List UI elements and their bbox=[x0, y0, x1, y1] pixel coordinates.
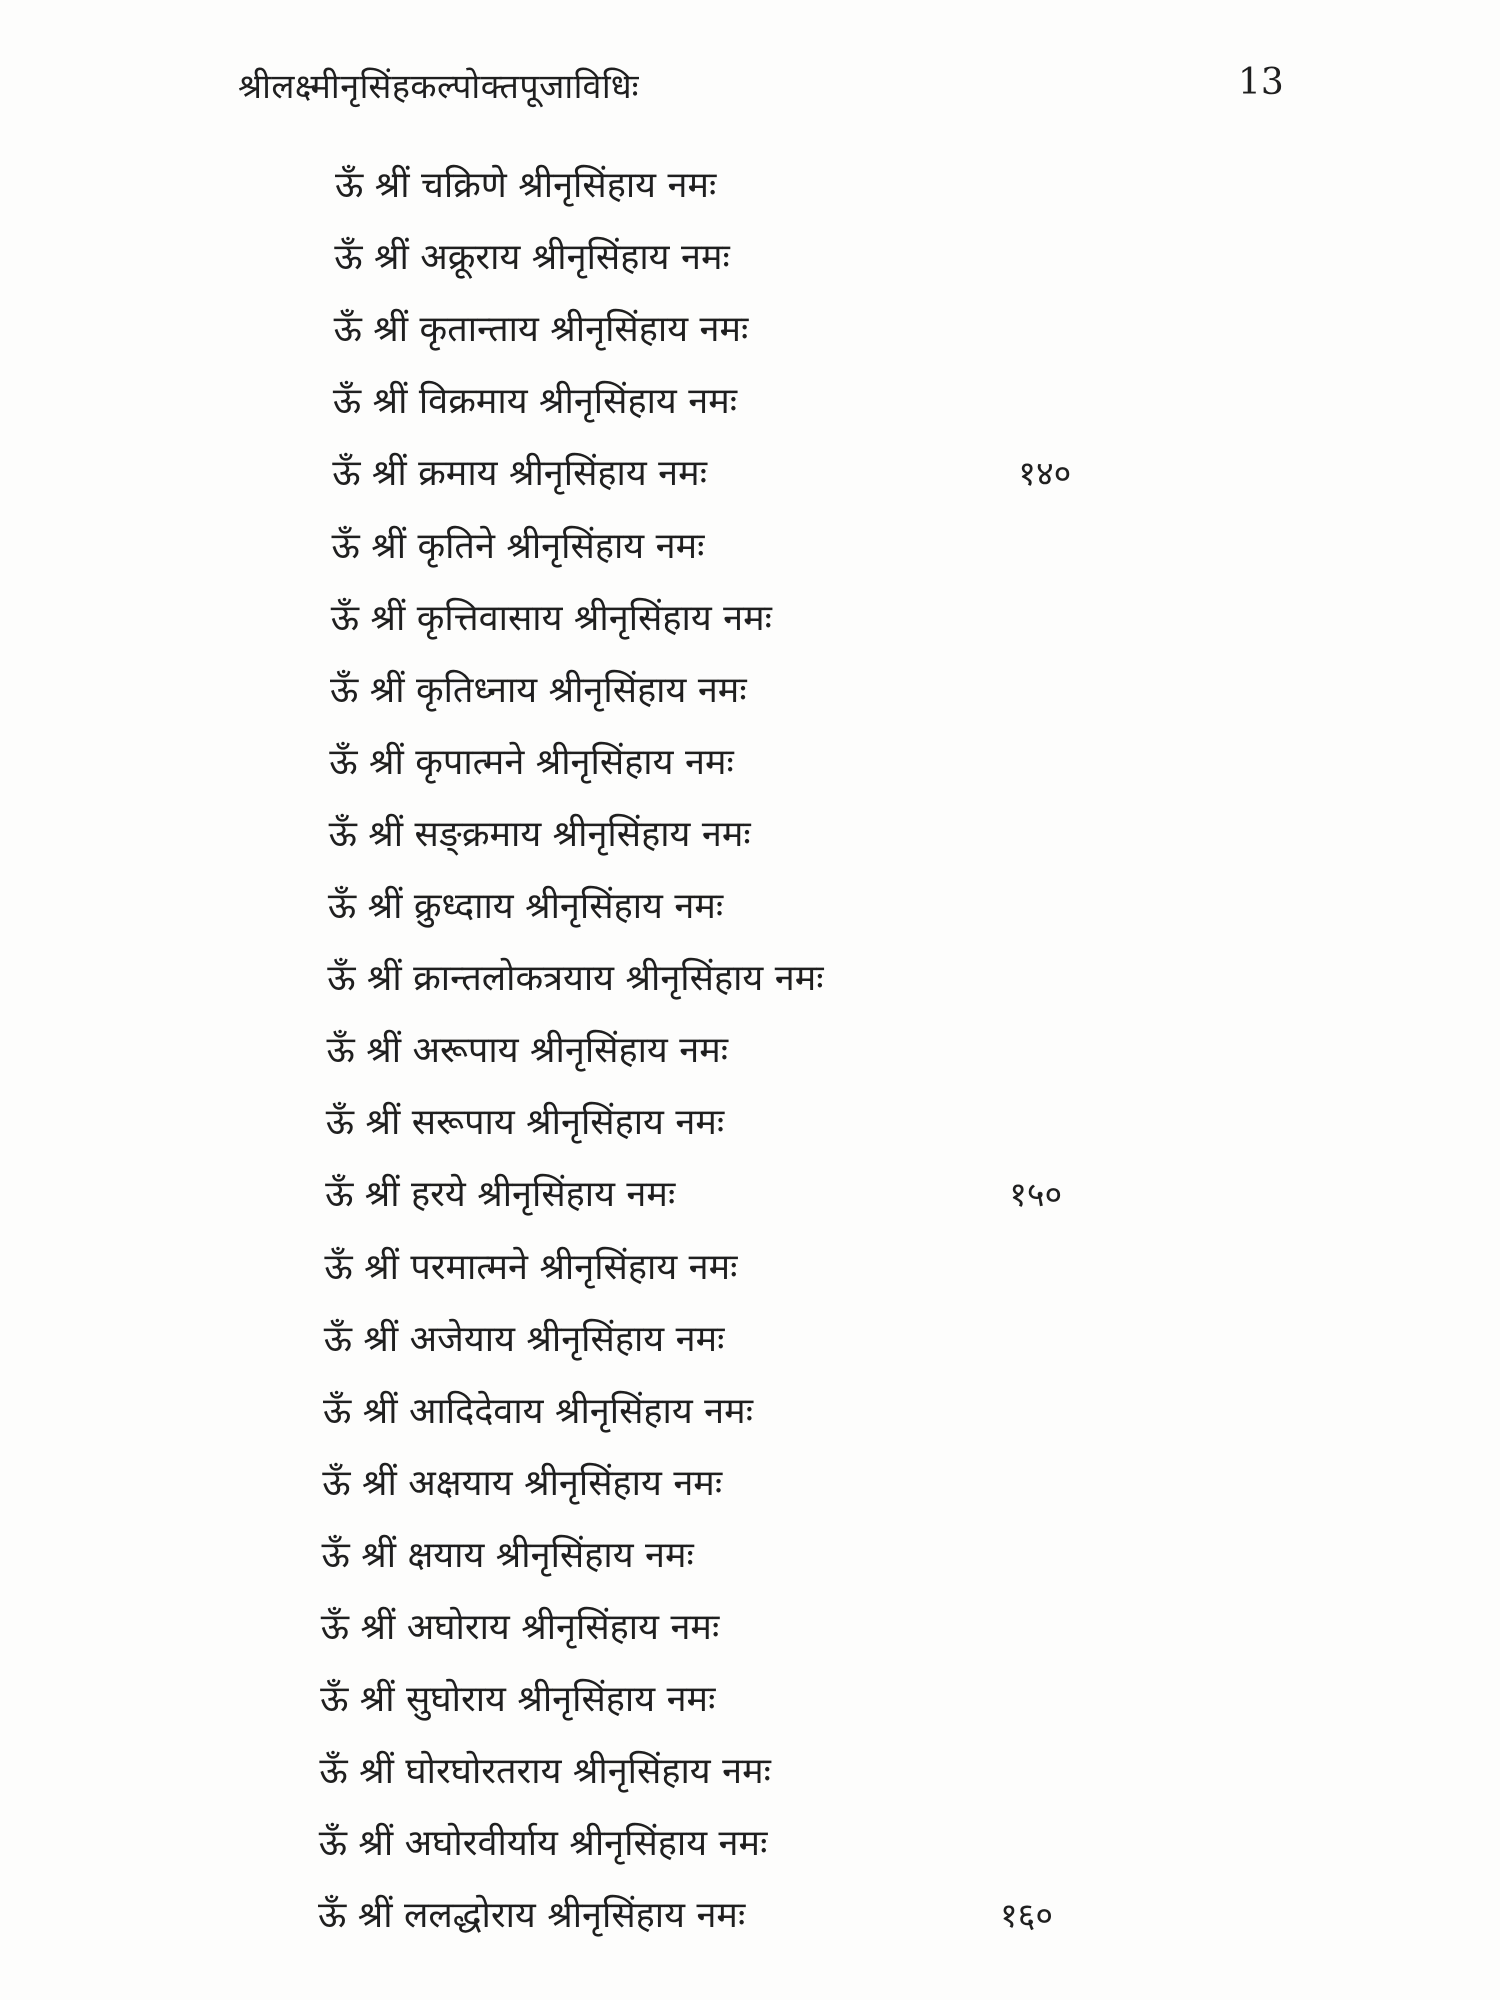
verse-count: १६० bbox=[1000, 1896, 1054, 1937]
mantra-line: ऊँ श्रीं चक्रिणे श्रीनृसिंहाय नमः bbox=[335, 165, 717, 206]
mantra-line: ऊँ श्रीं क्षयाय श्रीनृसिंहाय नमः bbox=[321, 1534, 694, 1576]
mantra-line: ऊँ श्रीं ललद्धोराय श्रीनृसिंहाय नमः bbox=[318, 1895, 746, 1937]
mantra-line: ऊँ श्रीं सरूपाय श्रीनृसिंहाय नमः bbox=[325, 1102, 725, 1144]
mantra-line: ऊँ श्रीं अजेयाय श्रीनृसिंहाय नमः bbox=[323, 1318, 725, 1360]
page-number: 13 bbox=[1238, 62, 1284, 103]
mantra-line: ऊँ श्रीं क्रमाय श्रीनृसिंहाय नमः bbox=[332, 453, 707, 495]
mantra-line: ऊँ श्रीं कृतान्ताय श्रीनृसिंहाय नमः bbox=[333, 309, 749, 351]
mantra-line: ऊँ श्रीं घोरघोरतराय श्रीनृसिंहाय नमः bbox=[319, 1751, 771, 1793]
mantra-line: ऊँ श्रीं अक्रूराय श्रीनृसिंहाय नमः bbox=[334, 237, 730, 279]
mantra-line: ऊँ श्रीं सङ्क्रमाय श्रीनृसिंहाय नमः bbox=[328, 813, 751, 855]
mantra-line: ऊँ श्रीं अघोराय श्रीनृसिंहाय नमः bbox=[320, 1607, 720, 1648]
mantra-line: ऊँ श्रीं कृत्तिवासाय श्रीनृसिंहाय नमः bbox=[330, 597, 772, 639]
verse-count: १४० bbox=[1018, 454, 1072, 495]
mantra-line: ऊँ श्रीं क्रान्तलोकत्रयाय श्रीनृसिंहाय नमः bbox=[327, 958, 824, 1000]
mantra-line: ऊँ श्रीं परमात्मने श्रीनृसिंहाय नमः bbox=[324, 1246, 738, 1288]
mantra-line: ऊँ श्रीं कृतिने श्रीनृसिंहाय नमः bbox=[331, 525, 705, 567]
mantra-line: ऊँ श्रीं अघोरवीर्याय श्रीनृसिंहाय नमः bbox=[318, 1823, 768, 1865]
running-head-title: श्रीलक्ष्मीनृसिंहकल्पोक्तपूजाविधिः bbox=[238, 67, 639, 107]
mantra-line: ऊँ श्रीं कृपात्मने श्रीनृसिंहाय नमः bbox=[329, 741, 734, 783]
mantra-line: ऊँ श्रीं कृतिध्नाय श्रीनृसिंहाय नमः bbox=[330, 669, 747, 711]
mantra-line: ऊँ श्रीं सुघोराय श्रीनृसिंहाय नमः bbox=[320, 1679, 716, 1721]
mantra-line: ऊँ श्रीं अक्षयाय श्रीनृसिंहाय नमः bbox=[322, 1462, 723, 1504]
mantra-line: ऊँ श्रीं आदिदेवाय श्रीनृसिंहाय नमः bbox=[323, 1390, 753, 1432]
mantra-line: ऊँ श्रीं हरये श्रीनृसिंहाय नमः bbox=[325, 1174, 676, 1216]
mantra-line: ऊँ श्रीं अरूपाय श्रीनृसिंहाय नमः bbox=[326, 1030, 729, 1072]
verse-count: १५० bbox=[1009, 1175, 1063, 1216]
mantra-line: ऊँ श्रीं विक्रमाय श्रीनृसिंहाय नमः bbox=[332, 381, 738, 423]
mantra-line: ऊँ श्रीं क्रुध्दााय श्रीनृसिंहाय नमः bbox=[327, 886, 724, 927]
